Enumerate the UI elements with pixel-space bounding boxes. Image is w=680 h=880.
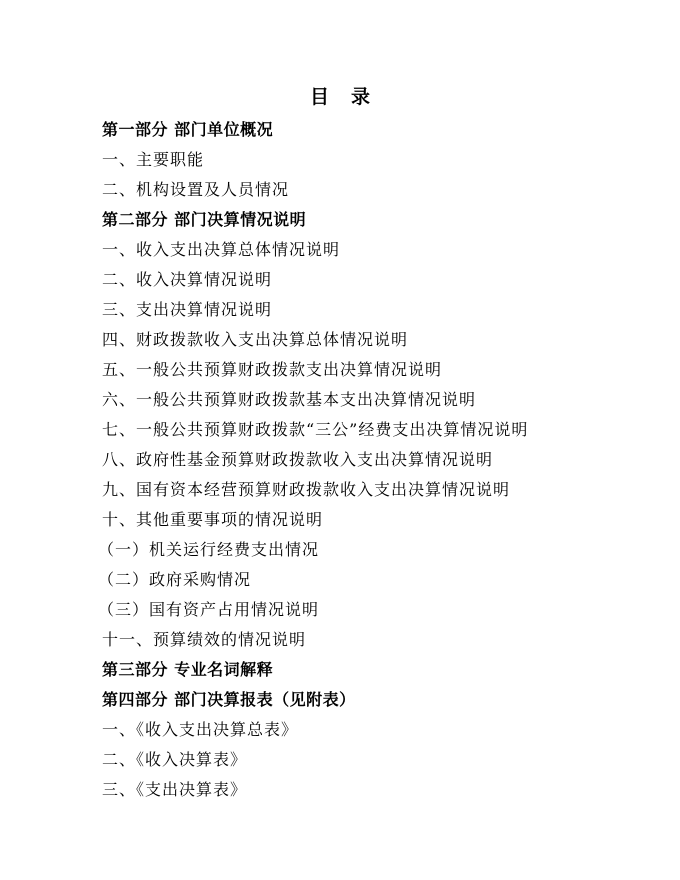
toc-item[interactable]: 一、《收入支出决算总表》 (102, 720, 299, 739)
toc-subitem[interactable]: （二）政府采购情况 (98, 570, 252, 589)
toc-item[interactable]: 八、政府性基金预算财政拨款收入支出决算情况说明 (102, 450, 494, 469)
toc-item[interactable]: 一、主要职能 (102, 150, 205, 169)
toc-item[interactable]: 一、收入支出决算总体情况说明 (102, 240, 341, 259)
toc-title-char-2: 录 (351, 86, 371, 108)
toc-item[interactable]: 十、其他重要事项的情况说明 (102, 510, 324, 529)
toc-list (98, 115, 662, 805)
toc-part-heading[interactable]: 第二部分 部门决算情况说明 (102, 210, 307, 229)
toc-item[interactable]: 二、收入决算情况说明 (102, 270, 273, 289)
toc-item[interactable]: 二、机构设置及人员情况 (102, 180, 290, 199)
toc-subitem[interactable]: （三）国有资产占用情况说明 (98, 600, 320, 619)
toc-item[interactable]: 三、支出决算情况说明 (102, 300, 273, 319)
toc-item[interactable]: 十一、预算绩效的情况说明 (102, 630, 307, 649)
toc-item[interactable]: 五、一般公共预算财政拨款支出决算情况说明 (102, 360, 443, 379)
toc-item[interactable]: 六、一般公共预算财政拨款基本支出决算情况说明 (102, 390, 477, 409)
toc-item[interactable]: 三、《支出决算表》 (102, 780, 248, 799)
toc-part-heading[interactable]: 第一部分 部门单位概况 (102, 120, 274, 139)
toc-part-heading[interactable]: 第四部分 部门决算报表（见附表） (102, 690, 356, 709)
toc-item[interactable]: 四、财政拨款收入支出决算总体情况说明 (102, 330, 409, 349)
toc-item[interactable]: 九、国有资本经营预算财政拨款收入支出决算情况说明 (102, 480, 511, 499)
toc-title (0, 84, 680, 110)
toc-item[interactable]: 二、《收入决算表》 (102, 750, 248, 769)
toc-item[interactable]: 七、一般公共预算财政拨款“三公”经费支出决算情况说明 (102, 420, 529, 439)
toc-title-char-1: 目 (309, 86, 329, 108)
toc-subitem[interactable]: （一）机关运行经费支出情况 (98, 540, 320, 559)
toc-part-heading[interactable]: 第三部分 专业名词解释 (102, 660, 274, 679)
